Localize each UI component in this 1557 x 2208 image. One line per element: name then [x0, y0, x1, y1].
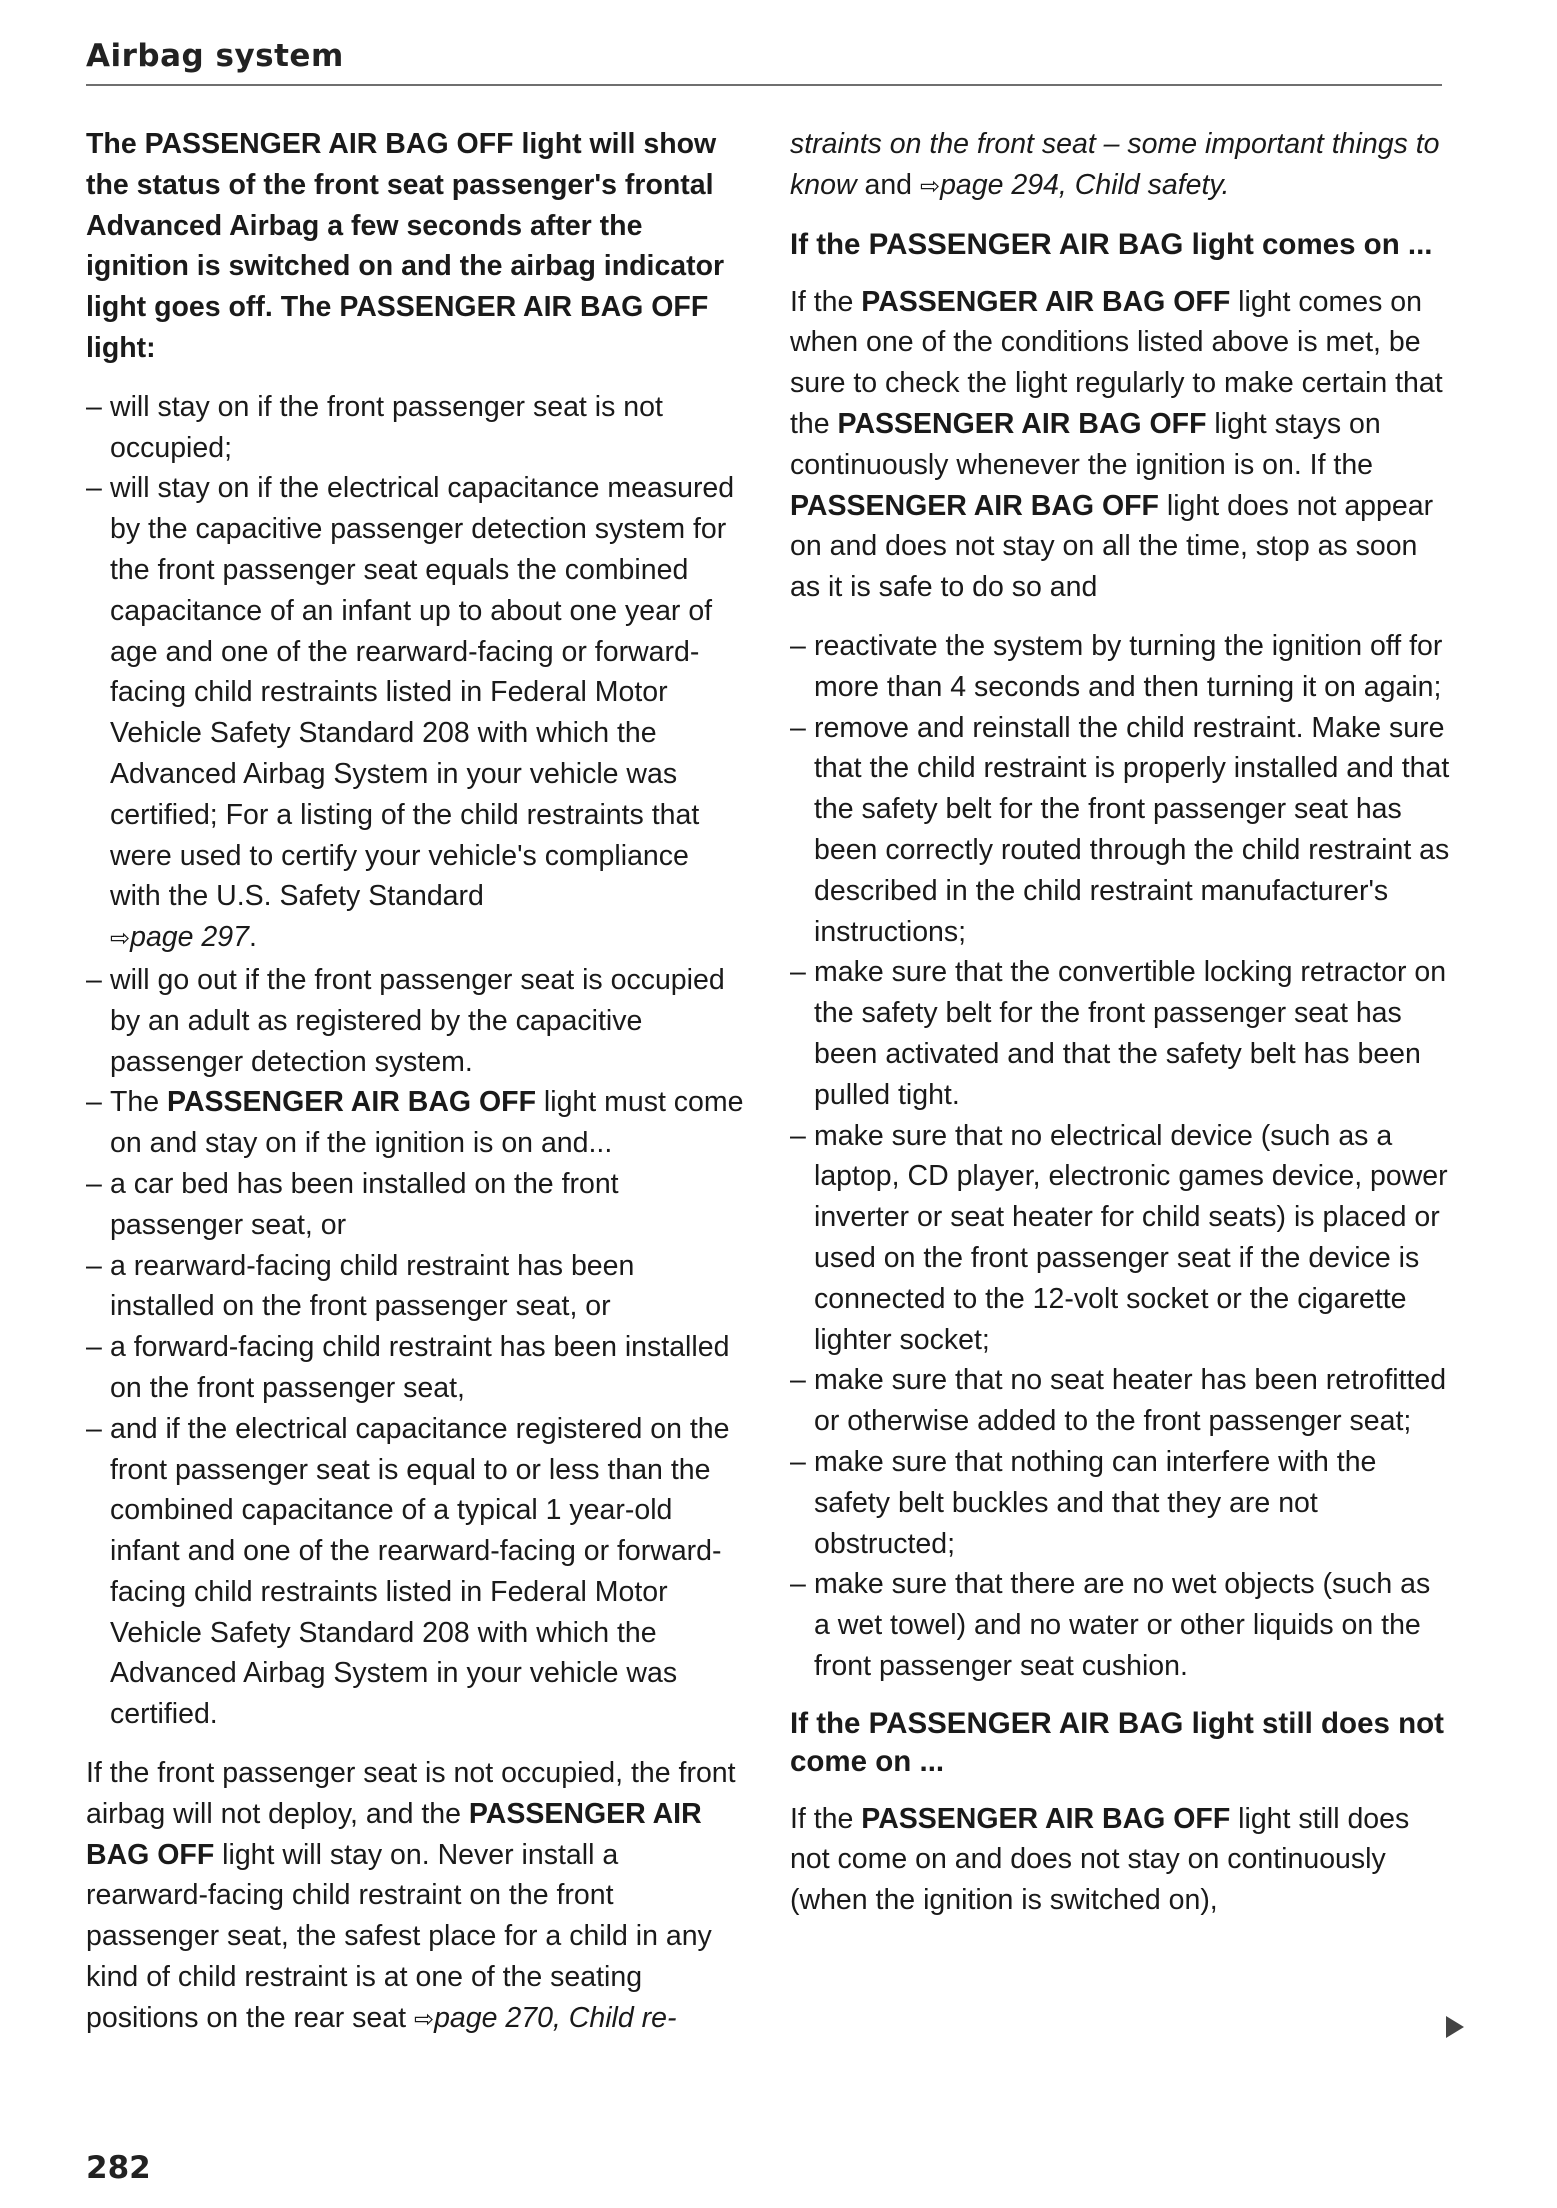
section-heading: If the PASSENGER AIR BAG light still does not come on ...	[790, 1706, 1444, 1778]
action-list	[790, 626, 1450, 1687]
list-item: – a rearward-facing child restraint has been installed on the front passenger seat, or	[86, 1246, 746, 1328]
section-paragraph	[790, 282, 1450, 608]
indicator-name: PASSENGER AIR BAG OFF	[861, 285, 1231, 318]
list-item: – a forward-facing child restraint has been installed on the front passenger seat,	[86, 1327, 746, 1409]
list-item: – make sure that no electrical device (such as a laptop, CD player, electronic games device, power inverter or seat heater for child seats) is placed or used on the front passenger seat if the device is connected to the 12-volt socket or the cigarette lighter socket;	[790, 1116, 1450, 1361]
list-item: – will stay on if the front passenger seat is not occupied;	[86, 387, 746, 469]
indicator-name: PASSENGER AIR BAG OFF	[790, 489, 1159, 522]
list-item-end: .	[248, 921, 257, 954]
page-arrow-icon: ⇨	[110, 925, 131, 953]
page-arrow-icon: ⇨	[919, 172, 941, 200]
page-reference-text[interactable]: straints on the front seat – some important things to know	[790, 128, 1440, 201]
closing-paragraph	[86, 1753, 746, 2041]
list-item: – reactivate the system by turning the ignition off for more than 4 seconds and then turning it on again;	[790, 626, 1450, 708]
list-item: – make sure that the convertible locking retractor on the safety belt for the front passenger seat has been activated and that the safety belt has been pulled tight.	[790, 952, 1450, 1115]
status-list	[86, 387, 746, 1735]
list-item-text: light must come on and stay on if the ignition is on and...	[110, 1086, 744, 1160]
page-reference-text: page 294, Child safety.	[940, 168, 1230, 201]
right-column	[790, 124, 1450, 1921]
paragraph-text: If the	[790, 1802, 854, 1835]
paragraph-text: If the front passenger seat is not occupied, the front airbag will not deploy, and the	[86, 1757, 736, 1830]
page-reference-text: page 270, Child re-	[434, 2001, 677, 2034]
list-item: – will go out if the front passenger seat is occupied by an adult as registered by the capacitive passenger detection system.	[86, 960, 746, 1082]
list-item: – remove and reinstall the child restraint. Make sure that the child restraint is properly installed and that the safety belt for the front passenger seat has been correctly routed through the child restraint as described in the child restraint manufacturer's instructions;	[790, 708, 1450, 953]
continued-paragraph	[790, 124, 1450, 208]
page-number: 282	[86, 2150, 151, 2186]
list-item	[86, 1082, 746, 1164]
section-heading: If the PASSENGER AIR BAG light comes on ...	[790, 227, 1433, 261]
paragraph-text: light stays on continuously whenever the ignition is on. If the	[790, 407, 1381, 481]
header-divider	[86, 84, 1442, 86]
page-reference-link[interactable]	[414, 2002, 677, 2034]
paragraph-text: light will stay on. Never install a rearward-facing child restraint on the front passenger seat, the safest place for a child in any kind of child restraint is at one of the seating positions on the rear seat	[86, 1838, 712, 2034]
indicator-name: PASSENGER AIR BAG OFF	[86, 1797, 702, 1871]
paragraph-text: and	[864, 168, 913, 201]
paragraph-text: light does not appear on and does not stay on all the time, stop as soon as it is safe to do so and	[790, 489, 1434, 604]
paragraph-text: light comes on when one of the conditions listed above is met, be sure to check the light regularly to make certain that the	[790, 285, 1443, 440]
list-item	[86, 468, 746, 960]
list-item: – a car bed has been installed on the front passenger seat, or	[86, 1164, 746, 1246]
page-reference-link[interactable]	[920, 169, 1230, 201]
indicator-name: PASSENGER AIR BAG OFF	[167, 1086, 536, 1119]
indicator-name: PASSENGER AIR BAG OFF	[837, 407, 1207, 440]
left-column	[86, 124, 746, 2041]
list-item: – make sure that no seat heater has been retrofitted or otherwise added to the front passenger seat;	[790, 1360, 1450, 1442]
intro-paragraph: The PASSENGER AIR BAG OFF light will show the status of the front seat passenger's frontal Advanced Airbag a few seconds after the ignition is switched on and the airbag indicator light goes off. The PASSENGER AIR BAG OFF light:	[86, 128, 725, 364]
paragraph-text: light still does not come on and does not stay on continuously (when the ignition is switched on),	[790, 1802, 1410, 1917]
page-reference-text: page 297	[130, 921, 249, 954]
page-header-title: Airbag system	[86, 38, 344, 74]
continue-arrow-icon	[1446, 2016, 1464, 2038]
paragraph-text: If the	[790, 285, 854, 318]
indicator-name: PASSENGER AIR BAG OFF	[861, 1802, 1231, 1835]
list-item-text: The	[110, 1086, 160, 1119]
list-item: – make sure that nothing can interfere with the safety belt buckles and that they are not obstructed;	[790, 1442, 1450, 1564]
list-item-text: will stay on if the electrical capacitance measured by the capacitive passenger detection system for the front passenger seat equals the combined capacitance of an infant up to about one year of age and one of the rearward-facing or forward-facing child restraints listed in Federal Motor Vehicle Safety Standard 208 with which the Advanced Airbag System in your vehicle was certified; For a listing of the child restraints that were used to certify your vehicle's compliance with the U.S. Safety Standard	[110, 472, 735, 913]
list-item: – make sure that there are no wet objects (such as a wet towel) and no water or other liquids on the front passenger seat cushion.	[790, 1564, 1450, 1686]
page-arrow-icon: ⇨	[413, 2005, 435, 2033]
section-paragraph	[790, 1799, 1450, 1921]
list-item: – and if the electrical capacitance registered on the front passenger seat is equal to or less than the combined capacitance of a typical 1 year-old infant and one of the rearward-facing or forward-facing child restraints listed in Federal Motor Vehicle Safety Standard 208 with which the Advanced Airbag System in your vehicle was certified.	[86, 1409, 746, 1735]
page-reference-link[interactable]	[110, 921, 249, 953]
